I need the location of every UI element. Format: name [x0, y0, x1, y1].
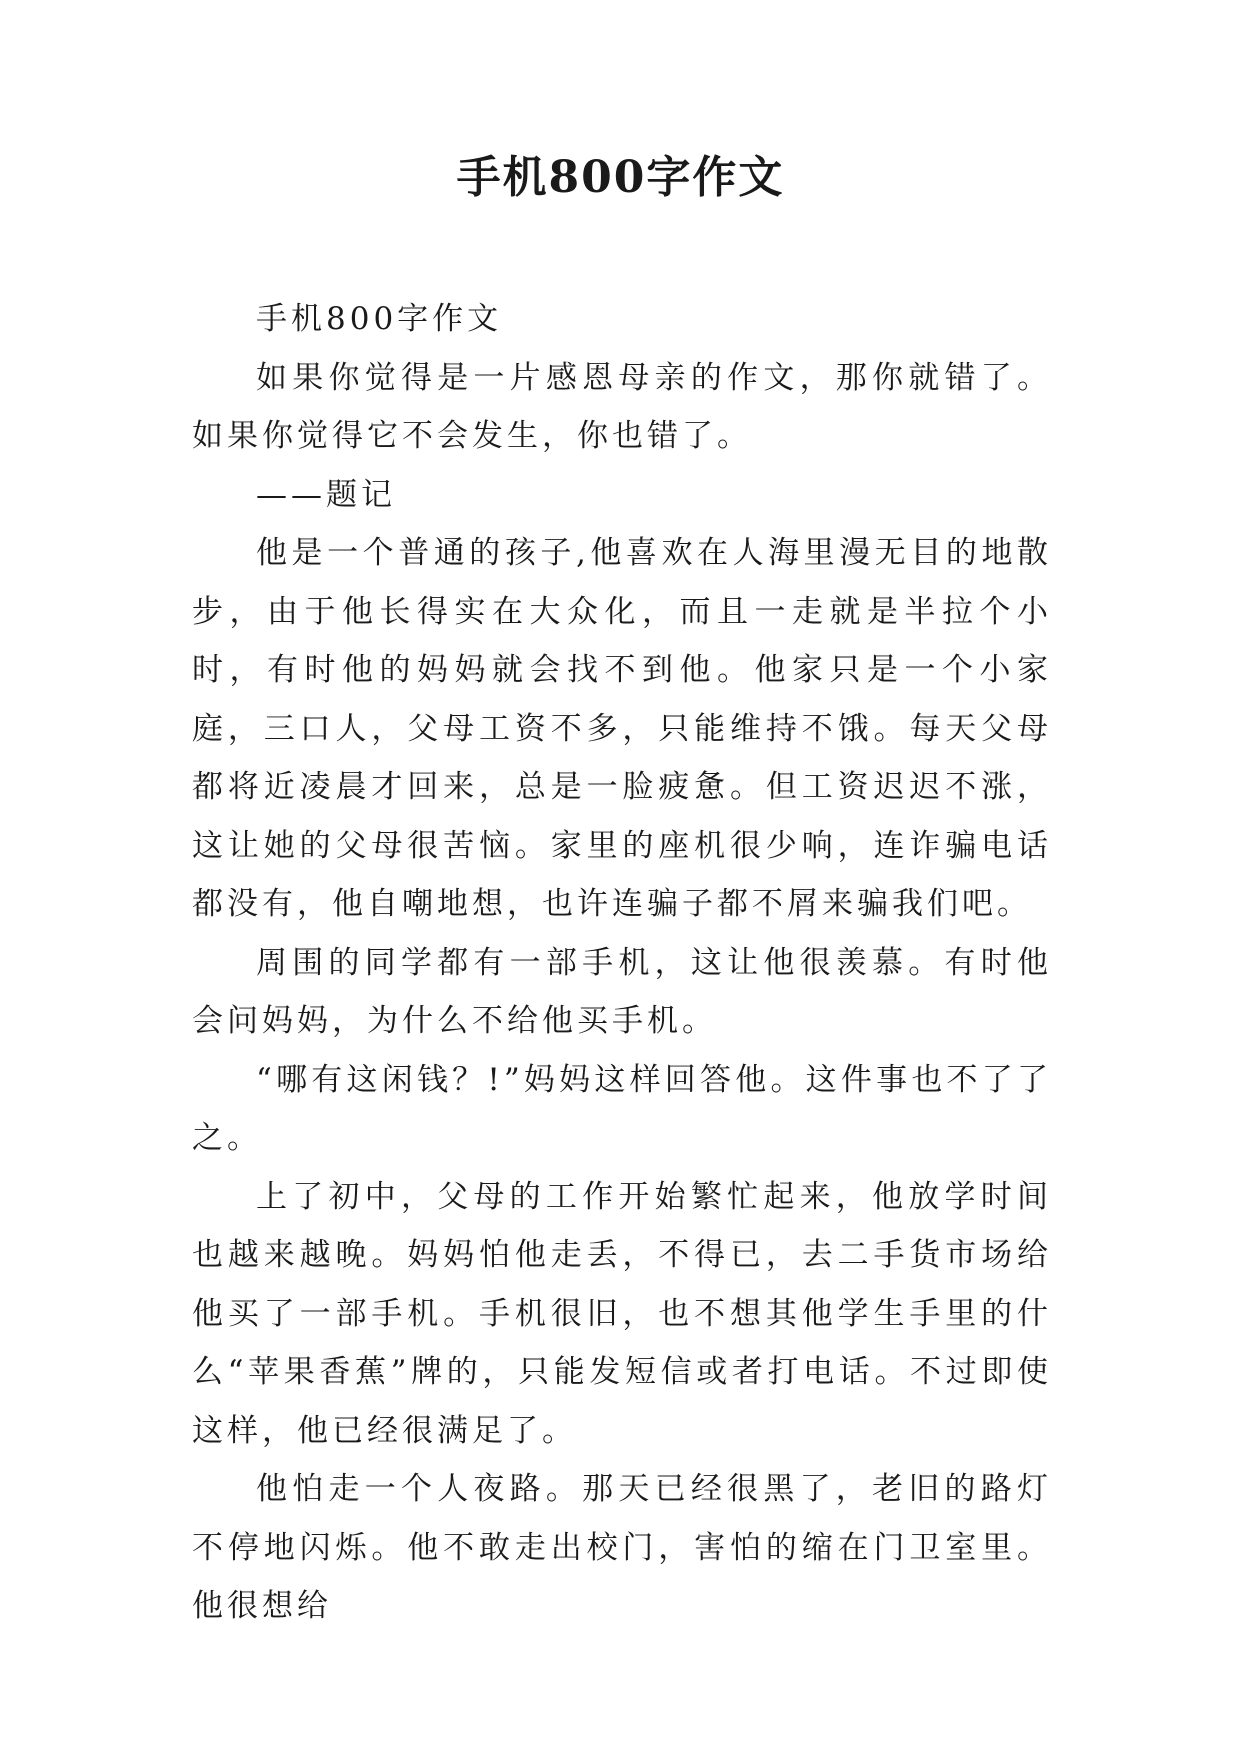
paragraph-classmates: 周围的同学都有一部手机，这让他很羡慕。有时他会问妈妈，为什么不给他买手机。 [192, 944, 1052, 1039]
paragraph-subtitle: 手机800字作文 [256, 301, 503, 337]
document-body [192, 290, 1052, 1636]
paragraph-mother-reply: “哪有这闲钱？!”妈妈这样回答他。这件事也不了了之。 [192, 1061, 1052, 1156]
document-title: 手机800字作文 [456, 152, 785, 203]
paragraph-epigraph-note: ——题记 [256, 476, 396, 513]
paragraph-family: 他是一个普通的孩子,他喜欢在人海里漫无目的地散步，由于他长得实在大众化，而且一走就是半拉个小时，有时他的妈妈就会找不到他。他家只是一个小家庭，三口人，父母工资不多，只能维持不饿。每天父母都将近凌晨才回来，总是一脸疲惫。但工资迟迟不涨，这让她的父母很苦恼。家里的座机很少响，连诈骗电话都没有，他自嘲地想，也许连骗子都不屑来骗我们吧。 [192, 535, 1052, 922]
paragraph-junior-high: 上了初中，父母的工作开始繁忙起来，他放学时间也越来越晚。妈妈怕他走丢，不得已，去二手货市场给他买了一部手机。手机很旧，也不想其他学生手里的什么“苹果香蕉”牌的，只能发短信或者打电话。不过即使这样，他已经很满足了。 [192, 1178, 1052, 1449]
paragraph-intro: 如果你觉得是一片感恩母亲的作文，那你就错了。如果你觉得它不会发生，你也错了。 [192, 359, 1052, 454]
paragraph-night-road: 他怕走一个人夜路。那天已经很黑了，老旧的路灯不停地闪烁。他不敢走出校门，害怕的缩在门卫室里。他很想给 [192, 1471, 1052, 1624]
